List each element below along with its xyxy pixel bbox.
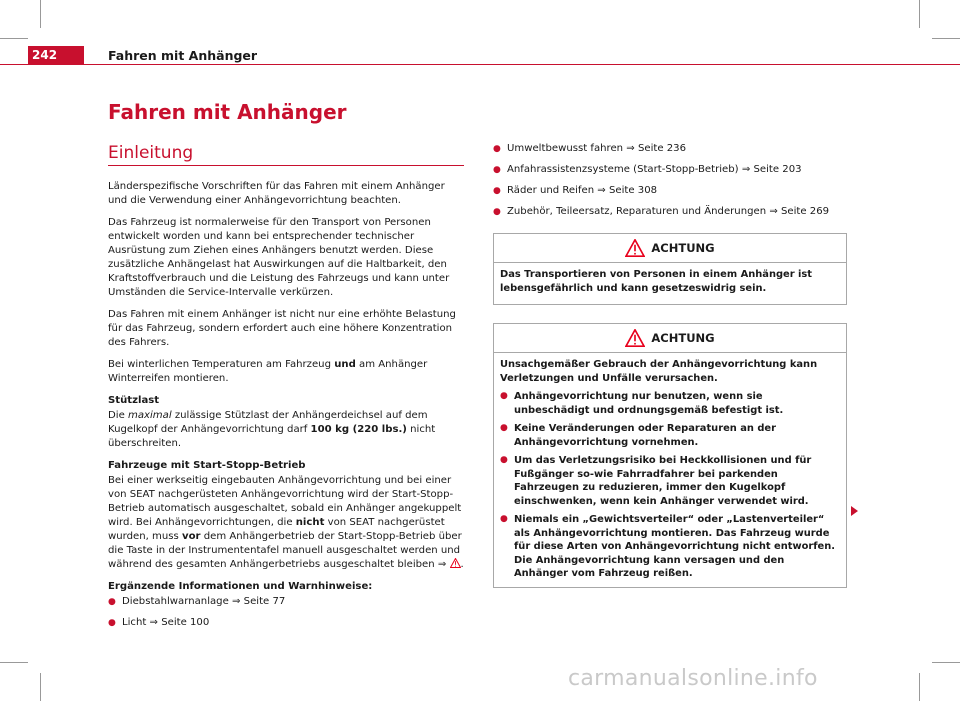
subheading: Fahrzeuge mit Start-Stopp-Betrieb <box>108 460 306 471</box>
running-title: Fahren mit Anhänger <box>108 48 258 63</box>
list-item: ● Anhängevorrichtung nur benutzen, wenn sie unbeschädigt und ordnungsgemäß befestigt ist. <box>500 391 784 416</box>
warning-title: ACHTUNG <box>651 331 715 345</box>
crop-mark <box>932 38 960 39</box>
crop-mark <box>932 662 960 663</box>
list-item: ● Diebstahlwarnanlage ⇒ Seite 77 <box>108 596 286 607</box>
page-title: Fahren mit Anhänger <box>108 100 347 124</box>
warning-header <box>494 324 846 353</box>
continue-arrow-icon <box>851 506 858 516</box>
warning-body: Unsachgemäßer Gebrauch der Anhängevorrichtung kann Verletzungen und Unfälle verursachen. ● Anhängevorrichtung nur benutzen, wenn sie unbeschädigt und ordnungsgemäß befestigt ist. ● Keine Veränderungen oder Reparaturen an der Anhängevorrichtung vornehmen. ● Um das Verletzungsrisiko bei Heckkollisionen und für Fußgänger so-wie Fahrradfahrer bei parkenden Fahrzeugen zu reduzieren, immer den Kugelkopf einschwenken, wenn kein Anhänger verwendet wird. ● Niemals ein „Gewichtsverteiler“ oder „Lastenverteiler“ als Anhängevorrichtung montieren. Das Fahrzeug wurde für diese Arten von Anhängevorrichtung nicht entworfen. Die Anhängevorrichtung kann versagen und den Anhänger vom Fahrzeug reißen. <box>494 353 846 587</box>
list-item: ● Keine Veränderungen oder Reparaturen an der Anhängevorrichtung vornehmen. <box>500 423 776 448</box>
paragraph: Länderspezifische Vorschriften für das Fahren mit einem Anhänger und die Verwendung einer Anhängevorrichtung beachten. <box>108 181 445 206</box>
subheading: Stützlast <box>108 395 160 406</box>
section-title: Einleitung <box>108 143 194 163</box>
section-rule <box>108 165 464 166</box>
crop-mark <box>0 662 28 663</box>
warning-icon <box>625 239 645 257</box>
right-column <box>493 142 847 588</box>
warning-icon <box>625 329 645 347</box>
paragraph: Das Fahrzeug ist normalerweise für den Transport von Personen entwickelt worden und kann bei entsprechender technischer Ausrüstung zum Ziehen eines Anhängers benutzt werden. Diese zusätzliche Anhängelast hat Auswirkungen auf die Haltbarkeit, den Kraftstoffverbrauch und die Leistung des Fahrzeugs und kann unter Umständen die Service-Intervalle verkürzen. <box>108 217 450 298</box>
list-item: ● Räder und Reifen ⇒ Seite 308 <box>493 185 658 196</box>
warning-header <box>494 234 846 263</box>
warning-icon <box>450 558 461 568</box>
header-rule <box>0 64 960 65</box>
crop-mark <box>40 0 41 28</box>
list-item: ● Licht ⇒ Seite 100 <box>108 617 210 628</box>
crop-mark <box>0 38 28 39</box>
warning-box <box>493 233 847 305</box>
crop-mark <box>919 673 920 701</box>
list-item: ● Zubehör, Teileersatz, Reparaturen und Änderungen ⇒ Seite 269 <box>493 206 830 217</box>
subheading: Ergänzende Informationen und Warnhinweise: <box>108 581 373 592</box>
page-number: 242 <box>28 46 84 65</box>
crop-mark <box>40 673 41 701</box>
paragraph: Die maximal zulässige Stützlast der Anhängerdeichsel auf dem Kugelkopf der Anhängevorrichtung darf 100 kg (220 lbs.) nicht überschreiten. <box>108 410 436 449</box>
paragraph: Das Fahren mit einem Anhänger ist nicht nur eine erhöhte Belastung für das Fahrzeug, sondern erfordert auch eine höhere Konzentration des Fahrers. <box>108 309 456 348</box>
crop-mark <box>919 0 920 28</box>
list-item: ● Niemals ein „Gewichtsverteiler“ oder „Lastenverteiler“ als Anhängevorrichtung montieren. Das Fahrzeug wurde für diese Arten von Anhängevorrichtung nicht entworfen. Die Anhängevorrichtung kann versagen und den Anhänger vom Fahrzeug reißen. <box>500 514 836 579</box>
warning-title: ACHTUNG <box>651 241 715 255</box>
warning-body: Das Transportieren von Personen in einem Anhänger ist lebensgefährlich und kann gesetzeswidrig sein. <box>500 269 813 294</box>
paragraph: Bei einer werkseitig eingebauten Anhängevorrichtung und bei einer von SEAT nachgerüsteten Anhängevorrichtung wird der Start-Stopp-Betrieb automatisch ausgeschaltet, sobald ein Anhänger angekuppelt wird. Bei Anhängevorrichtungen, die nicht von SEAT nachgerüstet wurden, muss vor dem Anhängerbetrieb der Start-Stopp-Betrieb über die Taste in der Instrumententafel manuell ausgeschaltet werden und während des gesamten Anhängerbetriebs ausgeschaltet bleiben ⇒ . <box>108 475 464 570</box>
left-column <box>108 180 464 637</box>
warning-box <box>493 323 847 588</box>
list-item: ● Anfahrassistenzsysteme (Start-Stopp-Betrieb) ⇒ Seite 203 <box>493 164 802 175</box>
list-item: ● Umweltbewusst fahren ⇒ Seite 236 <box>493 143 687 154</box>
paragraph: Bei winterlichen Temperaturen am Fahrzeug und am Anhänger Winterreifen montieren. <box>108 359 428 384</box>
watermark: carmanualsonline.info <box>568 666 818 691</box>
list-item: ● Um das Verletzungsrisiko bei Heckkollisionen und für Fußgänger so-wie Fahrradfahrer bei parkenden Fahrzeugen zu reduzieren, immer den Kugelkopf einschwenken, wenn kein Anhänger verwendet wird. <box>500 455 812 507</box>
